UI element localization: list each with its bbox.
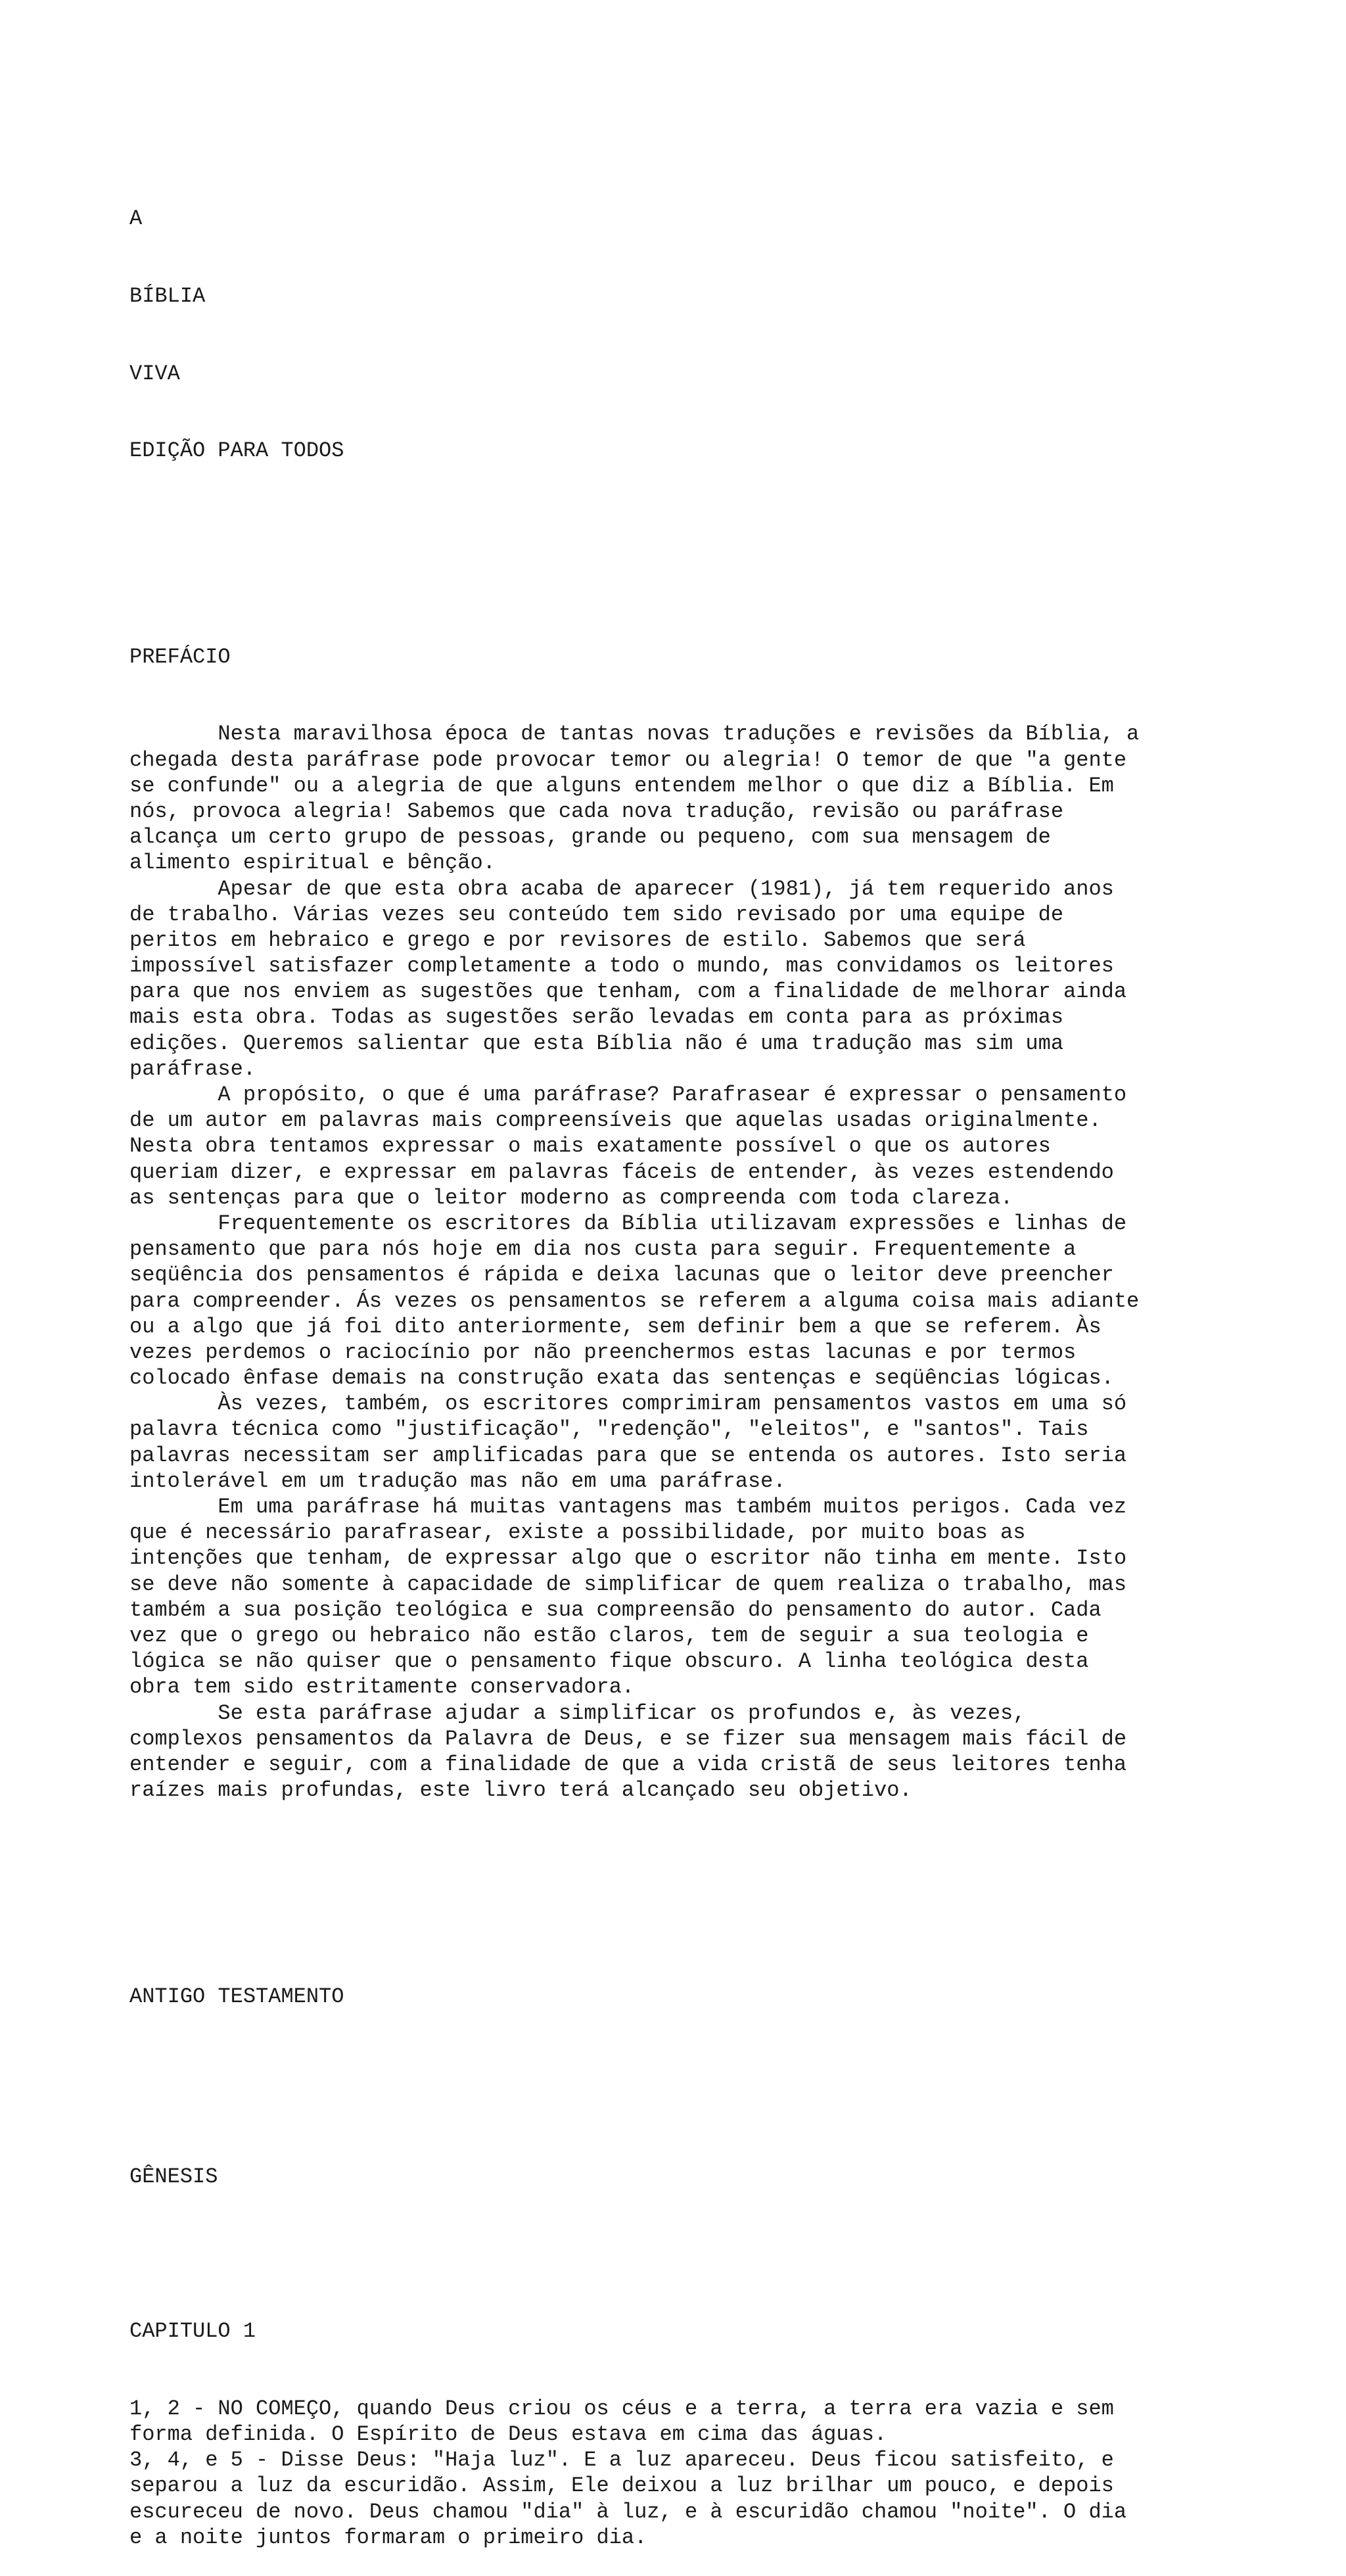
preface-body [129, 721, 1234, 1803]
text-line: escureceu de novo. Deus chamou "dia" à luz, e à escuridão chamou "noite". O dia [129, 2499, 1127, 2524]
title-line: BÍBLIA [129, 284, 206, 308]
text-line: A propósito, o que é uma paráfrase? Parafrasear é expressar o pensamento [129, 1083, 1127, 1107]
text-line: vezes perdemos o raciocínio por não preenchermos estas lacunas e por termos [129, 1340, 1077, 1365]
text-line: forma definida. O Espírito de Deus estava em cima das águas. [129, 2422, 887, 2447]
text-line: raízes mais profundas, este livro terá alcançado seu objetivo. [129, 1778, 912, 1803]
text-line: peritos em hebraico e grego e por revisores de estilo. Sabemos que será [129, 927, 1026, 952]
spacer [129, 2061, 1234, 2112]
text-line: colocado ênfase demais na construção exata das sentenças e seqüências lógicas. [129, 1366, 1114, 1391]
text-line: complexos pensamentos da Palavra de Deus, e se fizer sua mensagem mais fácil de [129, 1726, 1127, 1751]
text-line: Em uma paráfrase há muitas vantagens mas também muitos perigos. Cada vez [129, 1495, 1127, 1519]
title-line: VIVA [129, 361, 180, 386]
text-line: as sentenças para que o leitor moderno as compreenda com toda clareza. [129, 1185, 1013, 1210]
text-line: Nesta obra tentamos expressar o mais exatamente possível o que os autores [129, 1134, 1051, 1159]
text-line: palavras necessitam ser amplificadas para que se entenda os autores. Isto seria [129, 1443, 1127, 1468]
text-line: Apesar de que esta obra acaba de aparecer (1981), já tem requerido anos [129, 876, 1114, 901]
text-line: se deve não somente à capacidade de simplificar de quem realiza o trabalho, mas [129, 1572, 1127, 1597]
text-line: intolerável em um tradução mas não em uma paráfrase. [129, 1468, 786, 1493]
book-heading: GÊNESIS [129, 2165, 218, 2190]
chapter-body [129, 2396, 1234, 2550]
spacer [129, 515, 1234, 567]
spacer [129, 2241, 1234, 2267]
text-line: nós, provoca alegria! Sabemos que cada nova tradução, revisão ou paráfrase [129, 799, 1064, 824]
text-line: intenções que tenham, de expressar algo que o escritor não tinha em mente. Isto [129, 1546, 1127, 1571]
text-line: alimento espiritual e bênção. [129, 851, 496, 876]
text-line: paráfrase. [129, 1056, 256, 1081]
text-line: pensamento que para nós hoje em dia nos custa para seguir. Frequentemente a [129, 1237, 1077, 1262]
text-line: também a sua posição teológica e sua compreensão do pensamento do autor. Cada [129, 1597, 1102, 1622]
text-line: edições. Queremos salientar que esta Bíblia não é uma tradução mas sim uma [129, 1031, 1064, 1056]
text-line: palavra técnica como "justificação", "redenção", "eleitos", e "santos". Tais [129, 1417, 1089, 1442]
text-line: 1, 2 - NO COMEÇO, quando Deus criou os céus e a terra, a terra era vazia e sem [129, 2396, 1114, 2421]
text-line: mais esta obra. Todas as sugestões serão levadas em conta para as próximas [129, 1005, 1064, 1030]
text-line: para que nos enviem as sugestões que tenham, com a finalidade de melhorar ainda [129, 979, 1127, 1004]
spacer [129, 1881, 1234, 1932]
text-line: Frequentemente os escritores da Bíblia utilizavam expressões e linhas de [129, 1211, 1127, 1236]
chapter-heading: CAPITULO 1 [129, 2319, 256, 2344]
preface-heading: PREFÁCIO [129, 644, 231, 669]
text-line: para compreender. Ás vezes os pensamentos se referem a alguma coisa mais adiante [129, 1288, 1140, 1313]
text-line: obra tem sido estritamente conservadora. [129, 1675, 635, 1700]
text-line: separou a luz da escuridão. Assim, Ele deixou a luz brilhar um pouco, e depois [129, 2473, 1114, 2498]
text-line: lógica se não quiser que o pensamento fique obscuro. A linha teológica desta [129, 1649, 1089, 1674]
text-line: alcança um certo grupo de pessoas, grande ou pequeno, com sua mensagem de [129, 825, 1051, 850]
title-line: EDIÇÃO PARA TODOS [129, 438, 344, 463]
text-line: Nesta maravilhosa época de tantas novas traduções e revisões da Bíblia, a [129, 722, 1140, 747]
text-line: e a noite juntos formaram o primeiro dia. [129, 2525, 647, 2550]
text-line: seqüência dos pensamentos é rápida e deixa lacunas que o leitor deve preencher [129, 1263, 1114, 1288]
title-line: A [129, 206, 143, 231]
text-line: entender e seguir, com a finalidade de que a vida cristã de seus leitores tenha [129, 1752, 1127, 1777]
testament-heading: ANTIGO TESTAMENTO [129, 1984, 344, 2009]
text-line: Se esta paráfrase ajudar a simplificar os profundos e, às vezes, [129, 1700, 1026, 1725]
text-line: se confunde" ou a alegria de que alguns entendem melhor o que diz a Bíblia. Em [129, 773, 1114, 798]
document-page [129, 154, 1234, 2576]
text-line: chegada desta paráfrase pode provocar temor ou alegria! O temor de que "a gente [129, 747, 1127, 772]
text-line: de trabalho. Várias vezes seu conteúdo tem sido revisado por uma equipe de [129, 902, 1064, 927]
text-line: de um autor em palavras mais compreensíveis que aquelas usadas originalmente. [129, 1108, 1102, 1133]
text-line: vez que o grego ou hebraico não estão claros, tem de seguir a sua teologia e [129, 1623, 1089, 1648]
text-line: 3, 4, e 5 - Disse Deus: "Haja luz". E a luz apareceu. Deus ficou satisfeito, e [129, 2448, 1114, 2473]
text-line: que é necessário parafrasear, existe a possibilidade, por muito boas as [129, 1520, 1026, 1545]
text-line: impossível satisfazer completamente a todo o mundo, mas convidamos os leitores [129, 954, 1114, 979]
text-line: ou a algo que já foi dito anteriormente, sem definir bem a que se referem. Às [129, 1314, 1102, 1339]
text-line: Às vezes, também, os escritores comprimiram pensamentos vastos em uma só [129, 1392, 1127, 1417]
text-line: queriam dizer, e expressar em palavras fáceis de entender, às vezes estendendo [129, 1159, 1114, 1184]
